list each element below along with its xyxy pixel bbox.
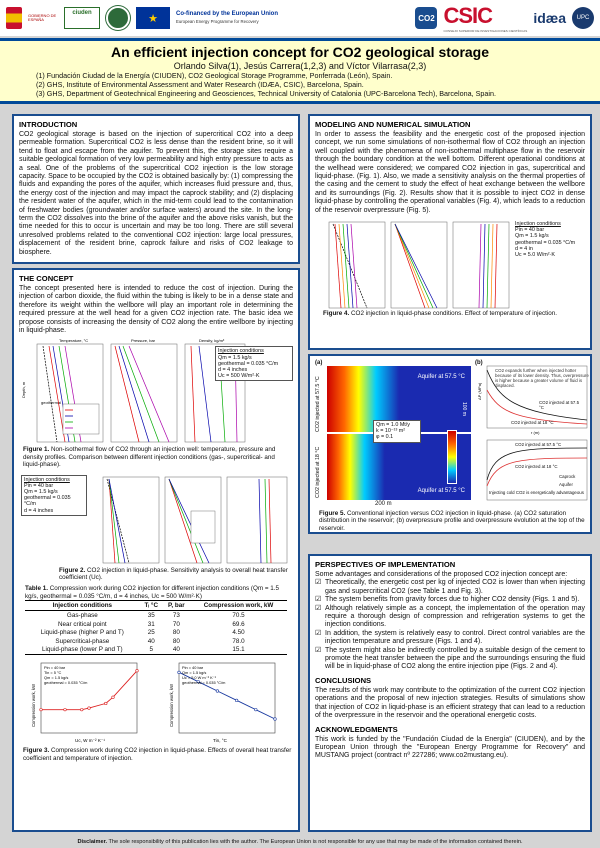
table-row: Near critical point 31 70 69.6	[58, 620, 245, 628]
figure-3	[19, 659, 293, 747]
panel-b-label: (b)	[475, 360, 483, 366]
param-line: Qm = 1.0 Mt/y	[376, 422, 410, 428]
conditions-line: Pin = 40 bar	[182, 665, 204, 671]
axis-label: ΔP (MPa)	[477, 382, 482, 400]
note-text: Caprock	[559, 474, 576, 479]
affiliation: (1) Fundación Ciudad de la Energía (CIUDEN), CO2 Geological Storage Programme, Ponferrada (León), Spain.	[36, 71, 393, 80]
list-item: ☑ The system benefits from gravity forces due to higher CO2 density (Figs. 1 and 5).	[315, 596, 585, 604]
note-text: CO2 injected at 57.5 °C	[539, 400, 580, 410]
intro-text: CO2 geological storage is based on the injection of supercritical CO2 into a deep permeable formation. Supercritical CO2 is less dense than the resident brine, so it will tend to float and escape from the aquifer. To prevent this, the storage sites require a suitable geological formation of very low permeability and high entry pressure to acts as a seal. One of the problems of the supercritical CO2 injection is the low storage capacity. Space to be occupied by the CO2 is obtained basically by: (1) compressing the fluids and expanding the pores of the aquifer, which increases fluid pressure and, thus, the energy cost of the injection and may impact the caprock stability; and (2) displacing the resident water of the aquifer, which in the mid-term could lead to the contamination of freshwater bodies (groundwater and/or surface waters) around the site. In the long-term the CO2 dissolves into the brine of the aquifer and the above risks vanish, but the time needed for this to occur is uncertain and may be too long. There are still several unresolved problems related to the conventional CO2 injection: large local pressures, displacement of the resident brine, caprock failure and risks of CO2 leakage to biosphere.	[19, 131, 293, 256]
note-text: CO2 expands further when injected hotter because of its lower density. Thus, overpressure is higher because a greater volume of fluid is displaced.	[495, 368, 589, 388]
y-axis-label: Compression work, kW	[31, 684, 36, 728]
table-1	[19, 585, 293, 655]
table-header: Compression work, kW	[190, 601, 287, 611]
section-heading: MODELING AND NUMERICAL SIMULATION	[315, 120, 471, 129]
conditions-line: Qm = 1.5 kg/s	[44, 675, 69, 681]
figure-4	[315, 218, 585, 310]
plot-title: Pressure, bar	[131, 338, 156, 344]
affiliation: (2) GHS, Institute of Environmental Assessment and Water Research (IDÆA, CSIC), Barcelona, Spain.	[36, 80, 364, 89]
conditions-line: d = 4 in	[515, 245, 533, 252]
section-heading: INTRODUCTION	[19, 120, 78, 129]
data-point	[104, 702, 107, 705]
figure-3-caption: Figure 3. Compression work during CO2 injection in liquid-phase. Effects of overall heat transfer coefficient and temperature of injection.	[23, 747, 292, 762]
data-point	[136, 670, 139, 673]
data-point	[178, 671, 181, 674]
section-heading: PERSPECTIVES OF IMPLEMENTATION	[315, 560, 456, 569]
spain-crest-logo	[6, 7, 22, 29]
title-block	[0, 38, 600, 104]
conditions-line: geothermal = 0.035 °C/m	[182, 680, 226, 686]
note-text: Aquifer	[559, 482, 573, 487]
data-point	[40, 709, 43, 712]
conditions-line: Qm = 1.5 kg/s	[515, 233, 549, 240]
figure-2-caption: Figure 2. CO2 injection in liquid-phase. Sensitivity analysis to overall heat transfer coefficient (Uc).	[59, 566, 288, 582]
panel-a-label: (a)	[315, 360, 323, 366]
colorbar	[447, 430, 457, 484]
authors: Orlando Silva(1), Jesús Carrera(1,2,3) and Víctor Vilarrasa(2,3)	[173, 61, 427, 71]
modeling-text: In order to assess the feasibility and the energetic cost of the proposed injection concept, we run some simulations of non-isothermal flow of CO2 through an injection well coupled with the phenomena of non-isothermal multiphase flow in the reservoir through the boundary condition at the well bottom. Different operational conditions at the wellhead were considered; we compared CO2 injection in gas, supercritical and liquid-phase. (Fig. 1). Also, we made a sensitivity analysis on the thermal properties of the casing and the cement to study the effect of heat exchange between the wellbore and its surroundings (Fig. 2). Results show that it is possible to inject CO2 in dense liquid-phase by controlling the operational variables (Fig. 4), which leads to a reduction of the reservoir overpressure (Fig. 5).	[315, 131, 585, 214]
x-axis-label: Uc, W m⁻² K⁻¹	[75, 738, 105, 744]
list-item: ☑ In addition, the system is relatively easy to control. Direct control variables are the injection temperature and pressure (Figs. 1 and 4).	[315, 630, 585, 647]
conditions-line: geothermal = 0.035 °C/m	[24, 495, 71, 508]
section-heading: THE CONCEPT	[19, 274, 74, 283]
table-row: Supercritical-phase 40 80 78.0	[55, 637, 245, 645]
csic-logo: CSIC CONSEJO SUPERIOR DE INVESTIGACIONES CIENTÍFICAS	[443, 3, 528, 33]
conditions-line: Injection conditions	[515, 221, 561, 228]
co2-logo: CO2	[415, 7, 437, 29]
axis-label: Depth, m	[21, 382, 26, 399]
poster-title: An efficient injection concept for CO2 geological storage	[110, 44, 490, 60]
introduction-panel	[12, 114, 300, 264]
table-row: Liquid-phase (lower P and T) 5 40 15.1	[25, 646, 287, 655]
table-row: Liquid-phase (higher P and T) 25 80 4.50	[40, 629, 245, 637]
concept-panel	[12, 268, 300, 832]
conditions-line: geothermal = 0.035 °C/m	[515, 239, 576, 246]
acknowledgments-text: This work is funded by the "Fundación Ciudad de la Energía" (CIUDEN), and by the European Union through the "European Energy Programme for Recovery" and MUSTANG project (contract nº 227286; www.co2mustang.eu).	[315, 735, 585, 760]
row-label-bottom: CO2 injected at 18 °C	[315, 446, 321, 498]
aquifer-label: Aquifer at 57.5 °C	[417, 374, 465, 380]
axis-label: r (m)	[531, 430, 540, 435]
note-text: Injecting cold CO2 is energetically advantageous	[489, 490, 584, 495]
idaea-logo: idæa	[533, 10, 566, 26]
figure-1-caption: Figure 1. Non-isothermal flow of CO2 through an injection well: temperature, pressure and density profiles. Comparison between different injection conditions (gas-, supercritical- and liquid-phase).	[23, 446, 276, 469]
perspectives-intro: Some advantages and considerations of the proposed CO2 injection concept are:	[315, 571, 568, 578]
data-point	[255, 709, 258, 712]
table-header: Tᵢ °C	[140, 601, 163, 611]
x-axis-label: Tin, °C	[213, 738, 227, 744]
conditions-line: Qm = 1.5 kg/s	[24, 489, 58, 496]
section-heading: CONCLUSIONS	[315, 675, 372, 685]
figure-2	[19, 471, 293, 567]
logo-bar	[0, 0, 600, 36]
fig5-params-box	[373, 420, 421, 443]
scale-x-label: 200 m	[375, 501, 392, 507]
figure-5-panel	[308, 354, 592, 534]
scale-y-label: 100 m	[461, 402, 467, 416]
param-line: k = 10⁻¹³ m²	[376, 428, 406, 435]
table-header: Injection conditions	[25, 601, 140, 611]
conditions-line: geothermal = 0.035 °C/m	[218, 360, 279, 367]
conditions-line: Injection conditions	[24, 476, 70, 483]
conditions-line: d = 4 inches	[24, 507, 54, 514]
plot-annotation: geothermal	[41, 400, 62, 406]
row-label-top: CO2 injected at 57.5 °C	[315, 376, 321, 432]
perspectives-panel	[308, 554, 592, 832]
upc-logo: UPC	[572, 7, 594, 29]
compression-table	[25, 600, 287, 655]
conditions-line: geothermal = 0.035 °C/m	[44, 680, 88, 686]
figure-1	[19, 338, 293, 446]
data-point	[216, 690, 219, 693]
table-1-caption: Table 1. Compression work during CO2 injection for different injection conditions (Qm = 1.5 kg/s, geothermal = 0.035 °C/m, d = 4 inches, Uc = 500 W/m²·K)	[25, 585, 280, 600]
affiliation: (3) GHS, Department of Geotechnical Engineering and Geosciences, Technical University of Catalonia (UPC-Barcelona Tech), Barcelona, Spain.	[36, 89, 496, 98]
data-point	[88, 707, 91, 710]
list-item: ☑ The system might also be indirectly controlled by a suitable design of the cement to promote the heat transfer between the pipe and the surroundings ensuring the fluid will be in liquid-phase of CO2 along the entire injection pipe (Figs. 2 and 4).	[315, 647, 585, 672]
conditions-line: Uc = 5.0 W m⁻² K⁻¹	[182, 675, 217, 681]
disclaimer: Disclaimer. The sole responsibility of this publication lies with the author. The European Union is not responsible for any use that may be made of the information contained therein.	[0, 836, 600, 848]
perspectives-list	[315, 579, 585, 671]
ciuden-logo: ciuden	[64, 7, 100, 29]
data-point	[274, 718, 277, 721]
gov-label: GOBIERNO DE ESPAÑA	[28, 12, 57, 22]
round-program-logo	[106, 6, 130, 30]
figure-3-chart	[19, 659, 295, 747]
y-axis-label: Compression work, kW	[169, 684, 174, 728]
plot-title: Temperature, °C	[59, 338, 89, 344]
figure-5	[315, 360, 589, 510]
affiliations	[36, 71, 594, 98]
figure-4-caption: Figure 4. CO2 injection in liquid-phase conditions. Effect of temperature of injection.	[323, 310, 558, 318]
section-heading: ACKNOWLEDGMENTS	[315, 724, 398, 734]
eu-flag-icon: ★	[136, 7, 170, 29]
data-point	[64, 709, 67, 712]
conditions-line: Uc = 500 W/m²·K	[218, 373, 260, 380]
list-item: ☑ Theoretically, the energetic cost per kg of injected CO2 is lower than when injecting gas and supercritical CO2 (see Table 1 and Fig. 3).	[315, 579, 585, 596]
table-header: P, bar	[163, 601, 190, 611]
conditions-line: Qm = 1.5 kg/s	[218, 354, 252, 361]
aquifer-label: Aquifer at 57.5 °C	[417, 488, 465, 494]
table-row: Gas-phase 35 73 70.5	[66, 612, 245, 620]
plot-title: Density, kg/m³	[199, 338, 225, 344]
figure-5-caption: Figure 5. Conventional injection versus CO2 injection in liquid-phase. (a) CO2 saturation distribution in the reservoir; (b) overpressure profile and overpressure evolution at the top of the reservoir.	[319, 510, 585, 532]
figure-2-profiles	[19, 471, 295, 567]
conditions-line: Pin = 40 bar	[44, 665, 66, 671]
modeling-panel	[308, 114, 592, 350]
note-text: CO2 injected at 57.5 °C	[515, 442, 562, 447]
fig4-conditions-box	[513, 220, 585, 259]
cofinanced-label: Co-financed by the European Union European Energy Programme for Recovery	[176, 11, 279, 24]
concept-text: The concept presented here is intended to reduce the cost of injection. During the injection of carbon dioxide, the fluid within the tubing is likely to be in a dense state and therefore its weight within the wellbore will play an important role in determining the required pressure at the well head for a given CO2 injection rate. The basic idea we propose consists of increasing the density of CO2 along the entire wellbore by injecting in liquid-phase.	[19, 285, 293, 335]
conditions-line: d = 4 inches	[218, 367, 248, 374]
list-item: ☑ Although relatively simple as a concept, the implementation of the operation may require a thorough design of compression and refrigeration systems to get the injection conditions.	[315, 605, 585, 630]
note-text: CO2 injected at 18 °C	[515, 464, 558, 469]
data-point	[80, 709, 83, 712]
conditions-line: Tin = 5 °C	[44, 670, 62, 676]
conditions-line: Pin = 40 bar	[24, 482, 54, 489]
conditions-line: Uc = 5.0 W/m²·K	[515, 252, 555, 259]
param-line: φ = 0.1	[376, 434, 394, 441]
fig1-conditions-box	[215, 346, 293, 381]
note-text: CO2 injected at 18 °C	[511, 420, 554, 425]
conclusions-text: The results of this work may contribute to the optimization of the current CO2 injection operations and the proposal of new injection strategies. Results of simulations show that injection of CO2 in liquid-phase is an efficient strategy that can lead to a reduction of the overpressure in the reservoir and the operational energetic costs.	[315, 686, 585, 720]
conditions-line: Qm = 1.5 kg/s	[182, 670, 207, 676]
data-point	[112, 696, 115, 699]
data-point	[235, 699, 238, 702]
conditions-line: Pin = 40 bar	[515, 227, 545, 234]
conditions-line: Injection conditions	[218, 348, 264, 355]
